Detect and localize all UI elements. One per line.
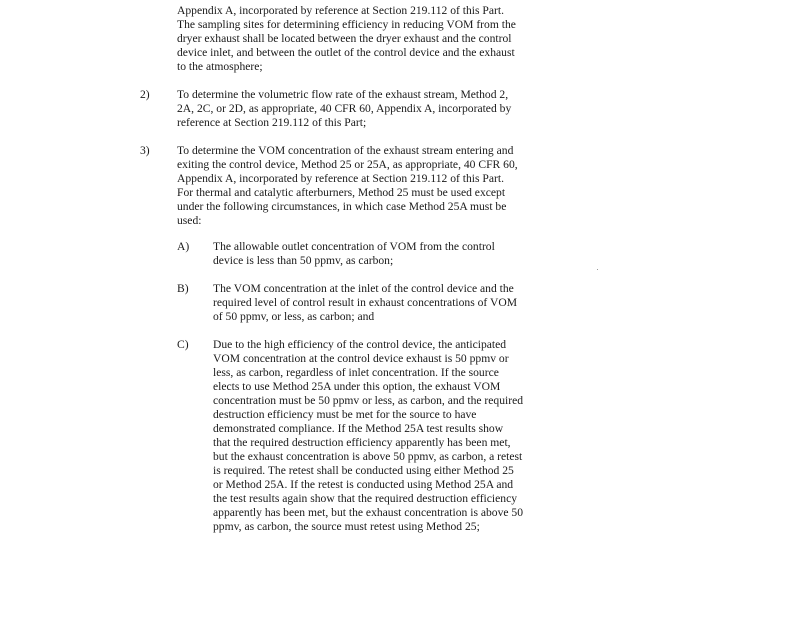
item-2-line: 2A, 2C, or 2D, as appropriate, 40 CFR 60, Appendix A, incorporated by (177, 102, 512, 115)
item-3-line: exiting the control device, Method 25 or 25A, as appropriate, 40 CFR 60, (177, 158, 518, 171)
intro-line: Appendix A, incorporated by reference at Section 219.112 of this Part. (177, 4, 505, 17)
item-2-line: reference at Section 219.112 of this Part; (177, 116, 367, 129)
subitem-c-line: destruction efficiency must be met for the source to have (213, 408, 477, 421)
scan-speck (597, 269, 598, 270)
subitem-c-line: Due to the high efficiency of the control device, the anticipated (213, 338, 507, 351)
subitem-b-line: of 50 ppmv, or less, as carbon; and (213, 310, 375, 323)
subitem-c-line: ppmv, as carbon, the source must retest using Method 25; (213, 520, 480, 533)
subitem-c-line: but the exhaust concentration is above 50 ppmv, as carbon, a retest (213, 450, 523, 463)
subitem-label-a: A) (177, 240, 190, 253)
subitem-c-line: VOM concentration at the control device exhaust is 50 ppmv or (213, 352, 509, 365)
subitem-label-c: C) (177, 338, 189, 351)
subitem-a-line: The allowable outlet concentration of VOM from the control (213, 240, 495, 253)
intro-line: to the atmosphere; (177, 60, 263, 73)
item-3-line: Appendix A, incorporated by reference at Section 219.112 of this Part. (177, 172, 505, 185)
subitem-a-line: device is less than 50 ppmv, as carbon; (213, 254, 394, 267)
subitem-c-line: elects to use Method 25A under this option, the exhaust VOM (213, 380, 501, 393)
item-3-line: under the following circumstances, in which case Method 25A must be (177, 200, 507, 213)
item-number-3: 3) (140, 144, 150, 157)
intro-line: device inlet, and between the outlet of the control device and the exhaust (177, 46, 515, 59)
subitem-c-line: or Method 25A. If the retest is conducted using Method 25A and (213, 478, 514, 491)
item-3-line: For thermal and catalytic afterburners, Method 25 must be used except (177, 186, 506, 199)
subitem-c-line: demonstrated compliance. If the Method 25A test results show (213, 422, 504, 435)
subitem-label-b: B) (177, 282, 189, 295)
subitem-c-line: less, as carbon, regardless of inlet concentration. If the source (213, 366, 499, 379)
item-3-line: used: (177, 214, 202, 227)
subitem-c-line: the test results again show that the required destruction efficiency (213, 492, 518, 505)
intro-line: The sampling sites for determining efficiency in reducing VOM from the (177, 18, 516, 31)
item-3-line: To determine the VOM concentration of the exhaust stream entering and (177, 144, 514, 157)
item-2-line: To determine the volumetric flow rate of the exhaust stream, Method 2, (177, 88, 509, 101)
item-number-2: 2) (140, 88, 150, 101)
subitem-c-line: that the required destruction efficiency apparently has been met, (213, 436, 511, 449)
subitem-c-line: concentration must be 50 ppmv or less, as carbon, and the required (213, 394, 524, 407)
subitem-c-line: is required. The retest shall be conducted using either Method 25 (213, 464, 514, 477)
subitem-b-line: The VOM concentration at the inlet of the control device and the (213, 282, 514, 295)
subitem-c-line: apparently has been met, but the exhaust concentration is above 50 (213, 506, 524, 519)
intro-line: dryer exhaust shall be located between the dryer exhaust and the control (177, 32, 512, 45)
subitem-b-line: required level of control result in exhaust concentrations of VOM (213, 296, 518, 309)
